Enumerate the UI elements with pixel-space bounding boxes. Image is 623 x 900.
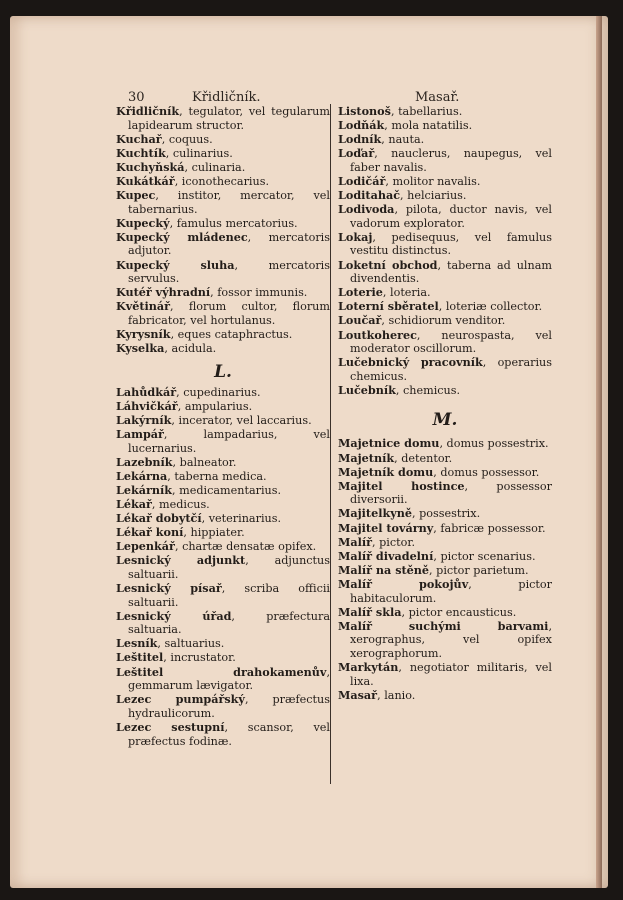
- entry-definition: , pedisequus, vel famulus vestitu distinctus.: [350, 230, 552, 258]
- right-column: [338, 105, 552, 703]
- entry-definition: , adjunctus saltuarii.: [128, 554, 330, 581]
- entry-definition: , tegulator, vel tegularum lapidearum structor.: [128, 105, 330, 132]
- entry-definition: , tabellarius.: [390, 105, 463, 118]
- entry-headword: Lesnický adjunkt: [116, 553, 246, 568]
- dictionary-entry: [116, 428, 330, 455]
- entry-headword: Lesník: [116, 636, 158, 651]
- entry-definition: , pictor parietum.: [429, 563, 529, 577]
- dictionary-entry: [338, 189, 552, 203]
- entry-headword: Kyrysník: [116, 327, 171, 341]
- dictionary-entry: [338, 661, 552, 688]
- section-letter: L.: [214, 361, 232, 382]
- entry-definition: , nauclerus, naupegus, vel faber navalis.: [350, 147, 552, 174]
- entry-headword: Kuchtík: [116, 145, 166, 160]
- entry-headword: Lazebník: [116, 454, 173, 469]
- entry-definition: , eques cataphractus.: [170, 328, 293, 341]
- dictionary-entry: [338, 133, 552, 147]
- dictionary-entry: [338, 620, 552, 661]
- entry-headword: Leštitel: [116, 650, 164, 665]
- dictionary-entry: [116, 175, 330, 189]
- entry-definition: , molitor navalis.: [385, 174, 481, 188]
- entry-headword: Malíř: [338, 534, 373, 549]
- entry-headword: Malíř skla: [338, 604, 402, 619]
- dictionary-entry: [116, 259, 330, 286]
- dictionary-entry: [338, 231, 552, 258]
- entry-definition: , taberna medica.: [167, 469, 267, 483]
- entry-definition: , hippiater.: [183, 526, 245, 540]
- dictionary-entry: [116, 512, 330, 526]
- entry-definition: , veterinarius.: [201, 512, 282, 526]
- header-first-word: Křidličník.: [192, 90, 261, 105]
- dictionary-entry: [116, 189, 330, 216]
- entry-headword: Loterní sběratel: [338, 299, 439, 314]
- dictionary-entry: [338, 105, 552, 119]
- entry-definition: , coquus.: [161, 132, 213, 146]
- entry-definition: , mola natatilis.: [384, 119, 473, 133]
- dictionary-entry: [116, 161, 330, 175]
- dictionary-entry: [338, 175, 552, 189]
- dictionary-entry: [116, 133, 330, 147]
- entry-headword: Loditahač: [338, 188, 401, 203]
- entry-definition: , domus possessor.: [433, 465, 540, 479]
- entry-definition: , præfectura saltuaria.: [128, 609, 330, 637]
- entry-definition: , operarius chemicus.: [350, 356, 552, 383]
- dictionary-entry: [338, 452, 552, 466]
- entry-headword: Kupecký sluha: [116, 257, 235, 272]
- dictionary-entry: [116, 386, 330, 400]
- entry-headword: Markytán: [338, 659, 399, 674]
- dictionary-entry: [116, 526, 330, 540]
- dictionary-entry: [116, 470, 330, 484]
- entry-definition: , gemmarum lævigator.: [128, 665, 330, 693]
- entry-definition: , pictor.: [372, 535, 416, 549]
- entry-headword: Lakýrník: [116, 412, 172, 427]
- entry-definition: , fossor immunis.: [210, 286, 308, 300]
- entry-headword: Lodivoda: [338, 202, 395, 217]
- entry-headword: Lučebník: [338, 382, 396, 397]
- dictionary-entry: [116, 721, 330, 748]
- column-divider: [330, 104, 331, 784]
- entry-definition: , detentor.: [394, 451, 453, 465]
- entry-headword: Loďař: [338, 146, 375, 161]
- entry-headword: Kukátkář: [116, 173, 175, 188]
- header-last-word: Masař.: [415, 90, 460, 105]
- section-letter: M.: [432, 410, 458, 431]
- entry-definition: , neurospasta, vel moderator oscillorum.: [350, 328, 552, 356]
- dictionary-entry: [338, 507, 552, 521]
- entry-headword: Kupecký: [116, 215, 170, 230]
- entry-headword: Malíř na stěně: [338, 562, 430, 577]
- entry-definition: , culinarius.: [165, 146, 233, 160]
- entry-definition: , florum cultor, florum fabricator, vel hortulanus.: [128, 300, 330, 327]
- dictionary-entry: [116, 637, 330, 651]
- dictionary-entry: [338, 550, 552, 564]
- entry-headword: Leštitel drahokamenův: [116, 664, 327, 679]
- dictionary-entry: [338, 689, 552, 703]
- entry-headword: Majetník domu: [338, 464, 434, 479]
- entry-headword: Láhvičkář: [116, 398, 178, 413]
- entry-definition: , negotiator militaris, vel lixa.: [350, 660, 552, 688]
- entry-definition: , mercatoris servulus.: [128, 258, 330, 286]
- entry-definition: , possestrix.: [411, 507, 481, 521]
- entry-headword: Masař: [338, 687, 378, 702]
- entry-headword: Loterie: [338, 285, 383, 300]
- entry-definition: , taberna ad ulnam divendentis.: [350, 258, 552, 286]
- entry-headword: Majetnice domu: [338, 436, 440, 451]
- entry-headword: Květinář: [116, 299, 171, 314]
- entry-definition: , lampadarius, vel lucernarius.: [128, 427, 330, 455]
- entry-definition: , xerographus, vel opifex xerographorum.: [350, 619, 552, 660]
- page-edge: [596, 16, 602, 888]
- entry-headword: Lekárna: [116, 468, 168, 483]
- dictionary-entry: [338, 329, 552, 356]
- entry-headword: Lahůdkář: [116, 384, 177, 399]
- entry-definition: , domus possestrix.: [439, 437, 549, 451]
- entry-headword: Kupecký mládenec: [116, 229, 248, 244]
- dictionary-entry: [116, 651, 330, 665]
- entry-definition: , incerator, vel laccarius.: [171, 413, 312, 427]
- entry-definition: , nauta.: [381, 133, 425, 147]
- dictionary-entry: [338, 437, 552, 451]
- entry-definition: , possessor diversorii.: [350, 479, 552, 507]
- entry-definition: , saltuarius.: [157, 637, 225, 651]
- entry-definition: , schidiorum venditor.: [381, 314, 506, 328]
- entry-definition: , mercatoris adjutor.: [128, 230, 330, 258]
- entry-definition: , incrustator.: [163, 651, 236, 665]
- dictionary-entry: [338, 522, 552, 536]
- entry-headword: Lodník: [338, 132, 382, 147]
- entry-headword: Majetník: [338, 450, 395, 465]
- entry-definition: , medicus.: [151, 497, 210, 511]
- dictionary-entry: [338, 606, 552, 620]
- dictionary-entry: [338, 356, 552, 383]
- entry-headword: Malíř pokojův: [338, 576, 469, 591]
- entry-definition: , helciarius.: [400, 189, 467, 203]
- entry-definition: , institor, mercator, vel tabernarius.: [128, 189, 330, 216]
- entry-headword: Loučař: [338, 313, 382, 328]
- entry-headword: Listonoš: [338, 104, 391, 118]
- entry-headword: Loketní obchod: [338, 257, 438, 272]
- entry-definition: , famulus mercatorius.: [169, 216, 298, 230]
- entry-headword: Lesnický písař: [116, 581, 222, 595]
- entry-headword: Majitelkyně: [338, 506, 412, 521]
- dictionary-entry: [116, 231, 330, 258]
- dictionary-entry: [116, 217, 330, 231]
- dictionary-entry: [338, 384, 552, 398]
- entry-headword: Kuchyňská: [116, 159, 185, 174]
- page-number: 30: [128, 90, 145, 105]
- dictionary-entry: [116, 400, 330, 414]
- dictionary-entry: [116, 498, 330, 512]
- entry-headword: Lékař koní: [116, 525, 184, 540]
- entry-headword: Malíř suchými barvami: [338, 618, 549, 633]
- entry-definition: , ampularius.: [177, 399, 253, 413]
- dictionary-entry: [338, 203, 552, 230]
- entry-definition: , chemicus.: [395, 383, 461, 397]
- entry-definition: , loteriæ collector.: [438, 300, 543, 314]
- dictionary-entry: [338, 314, 552, 328]
- entry-headword: Majitel továrny: [338, 520, 434, 535]
- entry-definition: , culinaria.: [184, 160, 246, 174]
- entry-headword: Loutkoherec: [338, 327, 417, 342]
- entry-headword: Lodičář: [338, 173, 386, 188]
- entry-definition: , pictor habitaculorum.: [350, 577, 552, 605]
- dictionary-entry: [116, 300, 330, 327]
- entry-headword: Lokaj: [338, 229, 373, 244]
- dictionary-entry: [338, 300, 552, 314]
- dictionary-entry: [338, 259, 552, 286]
- dictionary-entry: [116, 456, 330, 470]
- entry-headword: Malíř divadelní: [338, 548, 434, 563]
- entry-definition: , scriba officii saltuarii.: [128, 582, 330, 609]
- dictionary-entry: [338, 147, 552, 174]
- entry-definition: , lanio.: [377, 688, 416, 702]
- dictionary-entry: [116, 582, 330, 609]
- entry-headword: Lékař dobytčí: [116, 511, 202, 526]
- dictionary-entry: [338, 119, 552, 133]
- dictionary-entry: [338, 536, 552, 550]
- entry-definition: , cupedinarius.: [176, 385, 261, 399]
- dictionary-entry: [338, 466, 552, 480]
- dictionary-entry: [116, 610, 330, 637]
- entry-definition: , præfectus hydraulicorum.: [128, 693, 330, 720]
- entry-definition: , balneator.: [172, 455, 237, 469]
- entry-headword: Lezec sestupní: [116, 719, 225, 734]
- entry-headword: Kuchař: [116, 131, 162, 146]
- entry-definition: , iconothecarius.: [174, 174, 270, 188]
- dictionary-entry: [116, 342, 330, 356]
- dictionary-entry: [338, 286, 552, 300]
- entry-definition: , fabricæ possessor.: [433, 521, 546, 535]
- entry-definition: , pilota, ductor navis, vel vadorum explorator.: [350, 203, 552, 230]
- dictionary-entry: [116, 147, 330, 161]
- entry-headword: Lodňák: [338, 118, 385, 133]
- entry-headword: Lepenkář: [116, 539, 175, 554]
- dictionary-entry: [116, 666, 330, 693]
- entry-headword: Majitel hostince: [338, 478, 465, 493]
- entry-headword: Lučebnický pracovník: [338, 355, 483, 370]
- entry-headword: Lekárník: [116, 482, 173, 497]
- dictionary-entry: [116, 554, 330, 581]
- dictionary-entry: [338, 480, 552, 507]
- left-column: [116, 105, 330, 749]
- entry-definition: , loteria.: [382, 286, 431, 300]
- entry-definition: , pictor encausticus.: [401, 605, 517, 619]
- dictionary-entry: [116, 328, 330, 342]
- entry-headword: Kutéř výhradní: [116, 285, 211, 300]
- dictionary-entry: [116, 540, 330, 554]
- dictionary-entry: [116, 414, 330, 428]
- dictionary-entry: [116, 484, 330, 498]
- entry-headword: Křidličník: [116, 104, 180, 118]
- entry-headword: Lesnický úřad: [116, 608, 232, 623]
- dictionary-entry: [338, 564, 552, 578]
- entry-headword: Kupec: [116, 188, 156, 203]
- dictionary-entry: [116, 693, 330, 720]
- entry-headword: Kyselka: [116, 341, 165, 356]
- entry-definition: , scansor, vel præfectus fodinæ.: [128, 720, 330, 748]
- entry-headword: Lezec pumpářský: [116, 692, 245, 707]
- entry-definition: , pictor scenarius.: [433, 549, 536, 563]
- dictionary-entry: [338, 578, 552, 605]
- dictionary-entry: [116, 286, 330, 300]
- entry-headword: Lékař: [116, 496, 152, 511]
- dictionary-entry: [116, 105, 330, 132]
- entry-definition: , medicamentarius.: [172, 483, 282, 497]
- entry-definition: , acidula.: [164, 342, 217, 356]
- entry-definition: , chartæ densatæ opifex.: [174, 540, 317, 554]
- entry-headword: Lampář: [116, 426, 164, 441]
